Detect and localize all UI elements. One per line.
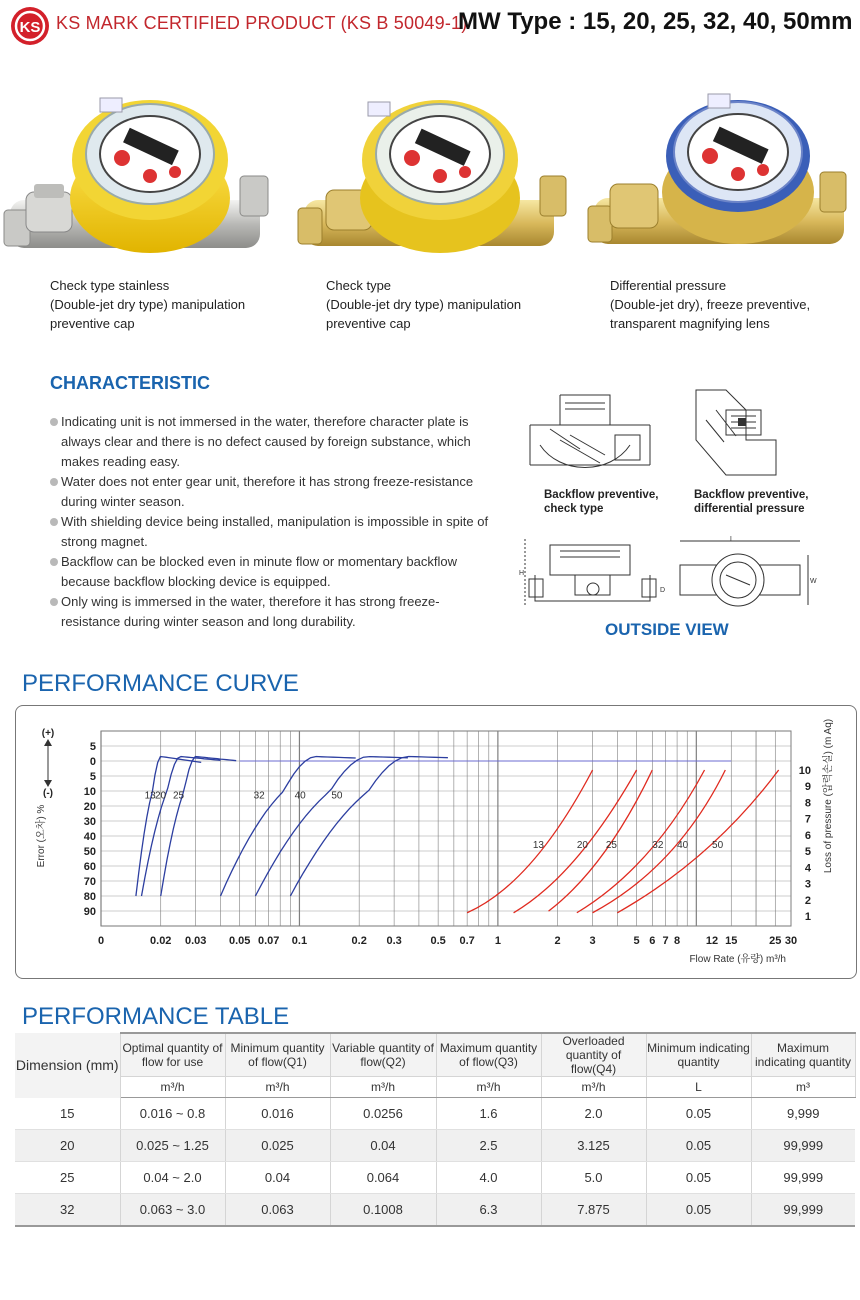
error-curve-label: 20 bbox=[154, 790, 167, 802]
x-tick-label: 0.1 bbox=[291, 935, 308, 947]
table-cell: 7.875 bbox=[541, 1194, 646, 1227]
table-cell: 1.6 bbox=[436, 1098, 541, 1130]
table-cell: 0.1008 bbox=[330, 1194, 436, 1227]
product-caption-1 bbox=[50, 276, 245, 333]
diagram-caption-line: Backflow preventive, bbox=[694, 489, 809, 501]
y-left-tick-label: 60 bbox=[83, 861, 96, 873]
table-cell: 2.0 bbox=[541, 1098, 646, 1130]
x-tick-label: 12 bbox=[705, 935, 719, 947]
table-cell: 0.016 bbox=[225, 1098, 330, 1130]
table-cell: 15 bbox=[15, 1098, 120, 1130]
table-cell: 0.05 bbox=[646, 1130, 751, 1162]
y-left-tick-label: 5 bbox=[89, 741, 96, 753]
characteristic-item: With shielding device being installed, manipulation is impossible in spite of strong magnet. bbox=[50, 512, 495, 552]
table-unit-cell: m³/h bbox=[436, 1077, 541, 1098]
y-left-tick-label: 20 bbox=[83, 801, 96, 813]
table-cell: 32 bbox=[15, 1194, 120, 1227]
product-caption-3 bbox=[610, 276, 810, 333]
y-right-tick-label: 5 bbox=[804, 846, 811, 859]
x-tick-label: 6 bbox=[649, 935, 656, 947]
diagram-caption-line: Backflow preventive, bbox=[544, 489, 659, 501]
x-tick-label: 7 bbox=[662, 935, 669, 947]
x-tick-label: 0 bbox=[97, 935, 105, 947]
y-left-tick-label: 50 bbox=[83, 846, 96, 858]
table-unit-cell: L bbox=[646, 1077, 751, 1098]
y-right-tick-label: 8 bbox=[804, 797, 811, 810]
table-cell: 4.0 bbox=[436, 1162, 541, 1194]
y-right-tick-label: 1 bbox=[804, 911, 811, 923]
table-cell: 0.025 ~ 1.25 bbox=[120, 1130, 225, 1162]
table-cell: 0.0256 bbox=[330, 1098, 436, 1130]
check-type-diagram bbox=[520, 385, 660, 485]
table-header-cell: Dimension (mm) bbox=[15, 1033, 120, 1098]
characteristic-heading: CHARACTERISTIC bbox=[50, 373, 210, 393]
product-image-check-type bbox=[290, 80, 570, 265]
table-cell: 99,999 bbox=[751, 1194, 855, 1227]
product-caption-line: preventive cap bbox=[50, 316, 135, 331]
characteristic-item: Only wing is immersed in the water, therefore it has strong freeze-resistance during winter season and long durability. bbox=[50, 592, 495, 632]
table-unit-row bbox=[15, 1077, 855, 1098]
table-cell: 3.125 bbox=[541, 1130, 646, 1162]
outside-view-side-drawing bbox=[515, 535, 665, 615]
y-right-tick-label: 3 bbox=[804, 878, 811, 891]
y-left-tick-label: 80 bbox=[83, 891, 96, 903]
table-row bbox=[15, 1098, 855, 1130]
pressure-curve-label: 13 bbox=[532, 839, 544, 851]
y-right-tick-label: 7 bbox=[804, 813, 811, 826]
table-header-cell: Maximum quantity of flow(Q3) bbox=[436, 1033, 541, 1077]
x-tick-label: 0.05 bbox=[228, 935, 251, 947]
error-curve-label: 32 bbox=[253, 790, 265, 802]
table-row bbox=[15, 1162, 855, 1194]
table-cell: 0.04 bbox=[330, 1130, 436, 1162]
product-caption-line: (Double-jet dry type) manipulation bbox=[326, 297, 522, 312]
x-tick-label: 5 bbox=[633, 935, 640, 947]
check-type-caption bbox=[544, 488, 658, 516]
table-unit-cell: m³/h bbox=[225, 1077, 330, 1098]
table-cell: 99,999 bbox=[751, 1162, 855, 1194]
characteristic-item: Indicating unit is not immersed in the water, therefore character plate is always clear and there is no defect caused by foreign substance, which makes reading easy. bbox=[50, 412, 495, 472]
product-caption-line: (Double-jet dry type) manipulation bbox=[50, 297, 246, 312]
product-caption-line: Check type stainless bbox=[50, 278, 170, 293]
error-curve-label: 40 bbox=[294, 790, 306, 802]
table-cell: 0.05 bbox=[646, 1098, 751, 1130]
product-caption-line: preventive cap bbox=[326, 316, 411, 331]
table-cell: 2.5 bbox=[436, 1130, 541, 1162]
product-caption-line: (Double-jet dry), freeze preventive, bbox=[610, 297, 811, 312]
pressure-curve-label: 50 bbox=[712, 839, 724, 851]
table-cell: 0.064 bbox=[330, 1162, 436, 1194]
table-header-cell: Maximum indicating quantity bbox=[751, 1033, 855, 1077]
table-cell: 0.04 bbox=[225, 1162, 330, 1194]
y-right-tick-label: 4 bbox=[804, 862, 811, 875]
y-left-tick-label: 30 bbox=[83, 816, 96, 828]
table-cell: 9,999 bbox=[751, 1098, 855, 1130]
pressure-curve-label: 32 bbox=[652, 839, 664, 851]
y-left-tick-label: 40 bbox=[83, 831, 96, 843]
table-cell: 5.0 bbox=[541, 1162, 646, 1194]
table-cell: 20 bbox=[15, 1130, 120, 1162]
product-image-differential bbox=[580, 80, 855, 265]
product-image-stainless bbox=[0, 80, 275, 265]
product-caption-2 bbox=[326, 276, 521, 333]
table-cell: 0.04 ~ 2.0 bbox=[120, 1162, 225, 1194]
table-cell: 0.063 bbox=[225, 1194, 330, 1227]
x-tick-label: 0.02 bbox=[150, 935, 172, 947]
error-plus-marker: (+) bbox=[41, 728, 55, 739]
table-header-cell: Variable quantity of flow(Q2) bbox=[330, 1033, 436, 1077]
error-curve-label: 25 bbox=[172, 790, 185, 802]
x-tick-label: 0.5 bbox=[430, 935, 446, 947]
table-header-row bbox=[15, 1033, 855, 1077]
table-cell: 0.063 ~ 3.0 bbox=[120, 1194, 225, 1227]
y-left-tick-label: 10 bbox=[83, 786, 96, 798]
performance-curve-svg bbox=[16, 706, 856, 978]
characteristic-item: Water does not enter gear unit, therefore it has strong freeze-resistance during winter season. bbox=[50, 472, 495, 512]
x-tick-label: 2 bbox=[554, 935, 561, 947]
error-minus-marker: (-) bbox=[43, 788, 53, 799]
dimension-label-d: D bbox=[660, 587, 665, 594]
characteristic-item: Backflow can be blocked even in minute flow or momentary backflow because backflow blocking device is equipped. bbox=[50, 552, 495, 592]
table-header-cell: Minimum indicating quantity bbox=[646, 1033, 751, 1077]
y-right-axis-label: Loss of pressure (압력손실) (m Aq) bbox=[823, 718, 834, 874]
x-tick-label: 3 bbox=[589, 935, 596, 947]
y-left-tick-label: 90 bbox=[83, 906, 96, 918]
table-row bbox=[15, 1130, 855, 1162]
x-axis-label: Flow Rate (유량) m³/h bbox=[689, 954, 786, 965]
characteristic-list bbox=[50, 412, 495, 632]
product-caption-line: transparent magnifying lens bbox=[610, 316, 770, 331]
table-cell: 6.3 bbox=[436, 1194, 541, 1227]
table-unit-cell: m³ bbox=[751, 1077, 855, 1098]
performance-curve-heading: PERFORMANCE CURVE bbox=[22, 670, 299, 697]
outside-view-top-drawing bbox=[668, 535, 818, 615]
table-header-cell: Overloaded quantity of flow(Q4) bbox=[541, 1033, 646, 1077]
error-curve-label: 13 bbox=[144, 790, 156, 802]
table-cell: 25 bbox=[15, 1162, 120, 1194]
performance-table bbox=[15, 1032, 856, 1227]
outside-view-heading: OUTSIDE VIEW bbox=[605, 620, 729, 639]
y-right-tick-label: 9 bbox=[804, 781, 811, 794]
differential-diagram bbox=[686, 380, 796, 485]
x-tick-label: 0.2 bbox=[351, 935, 367, 947]
dimension-label-l: L bbox=[730, 536, 734, 543]
table-cell: 0.025 bbox=[225, 1130, 330, 1162]
table-unit-cell: m³/h bbox=[120, 1077, 225, 1098]
x-tick-label: 8 bbox=[674, 935, 681, 947]
table-header-cell: Minimum quantity of flow(Q1) bbox=[225, 1033, 330, 1077]
x-tick-label: 30 bbox=[784, 935, 798, 947]
mw-type-heading: MW Type : 15, 20, 25, 32, 40, 50mm bbox=[458, 8, 853, 35]
y-left-tick-label: 5 bbox=[89, 771, 96, 783]
product-caption-line: Differential pressure bbox=[610, 278, 727, 293]
table-cell: 99,999 bbox=[751, 1130, 855, 1162]
pressure-curve-label: 25 bbox=[605, 839, 617, 851]
table-cell: 0.016 ~ 0.8 bbox=[120, 1098, 225, 1130]
diagram-caption-line: differential pressure bbox=[694, 503, 805, 515]
pressure-curve-label: 20 bbox=[576, 839, 588, 851]
table-row bbox=[15, 1194, 855, 1227]
y-right-tick-label: 10 bbox=[798, 765, 811, 777]
x-tick-label: 0.03 bbox=[184, 935, 207, 947]
certification-title: KS MARK CERTIFIED PRODUCT (KS B 50049-1) bbox=[56, 13, 468, 33]
x-tick-label: 25 bbox=[769, 935, 782, 947]
table-unit-cell: m³/h bbox=[541, 1077, 646, 1098]
ks-mark-logo-icon bbox=[10, 6, 50, 46]
dimension-label-w: W bbox=[810, 578, 817, 585]
table-unit-cell: m³/h bbox=[330, 1077, 436, 1098]
x-tick-label: 0.07 bbox=[257, 935, 280, 947]
pressure-curve-label: 40 bbox=[677, 839, 689, 851]
differential-caption bbox=[694, 488, 808, 516]
x-tick-label: 0.7 bbox=[459, 935, 475, 947]
y-left-tick-label: 0 bbox=[89, 756, 96, 768]
y-right-tick-label: 2 bbox=[804, 894, 811, 907]
product-caption-line: Check type bbox=[326, 278, 392, 293]
performance-curve-chart bbox=[15, 705, 857, 979]
svg-text:KS: KS bbox=[19, 19, 41, 36]
table-cell: 0.05 bbox=[646, 1194, 751, 1227]
diagram-caption-line: check type bbox=[544, 503, 604, 515]
y-left-tick-label: 70 bbox=[83, 876, 96, 888]
table-header-cell: Optimal quantity of flow for use bbox=[120, 1033, 225, 1077]
table-cell: 0.05 bbox=[646, 1162, 751, 1194]
dimension-label-h: H bbox=[519, 570, 525, 577]
y-left-axis-label: Error (오차) % bbox=[36, 804, 47, 868]
x-tick-label: 15 bbox=[725, 935, 738, 947]
x-tick-label: 1 bbox=[494, 935, 501, 947]
performance-table-heading: PERFORMANCE TABLE bbox=[22, 1003, 290, 1030]
x-tick-label: 0.3 bbox=[386, 935, 402, 947]
error-curve-label: 50 bbox=[331, 790, 343, 802]
y-right-tick-label: 6 bbox=[804, 829, 811, 842]
